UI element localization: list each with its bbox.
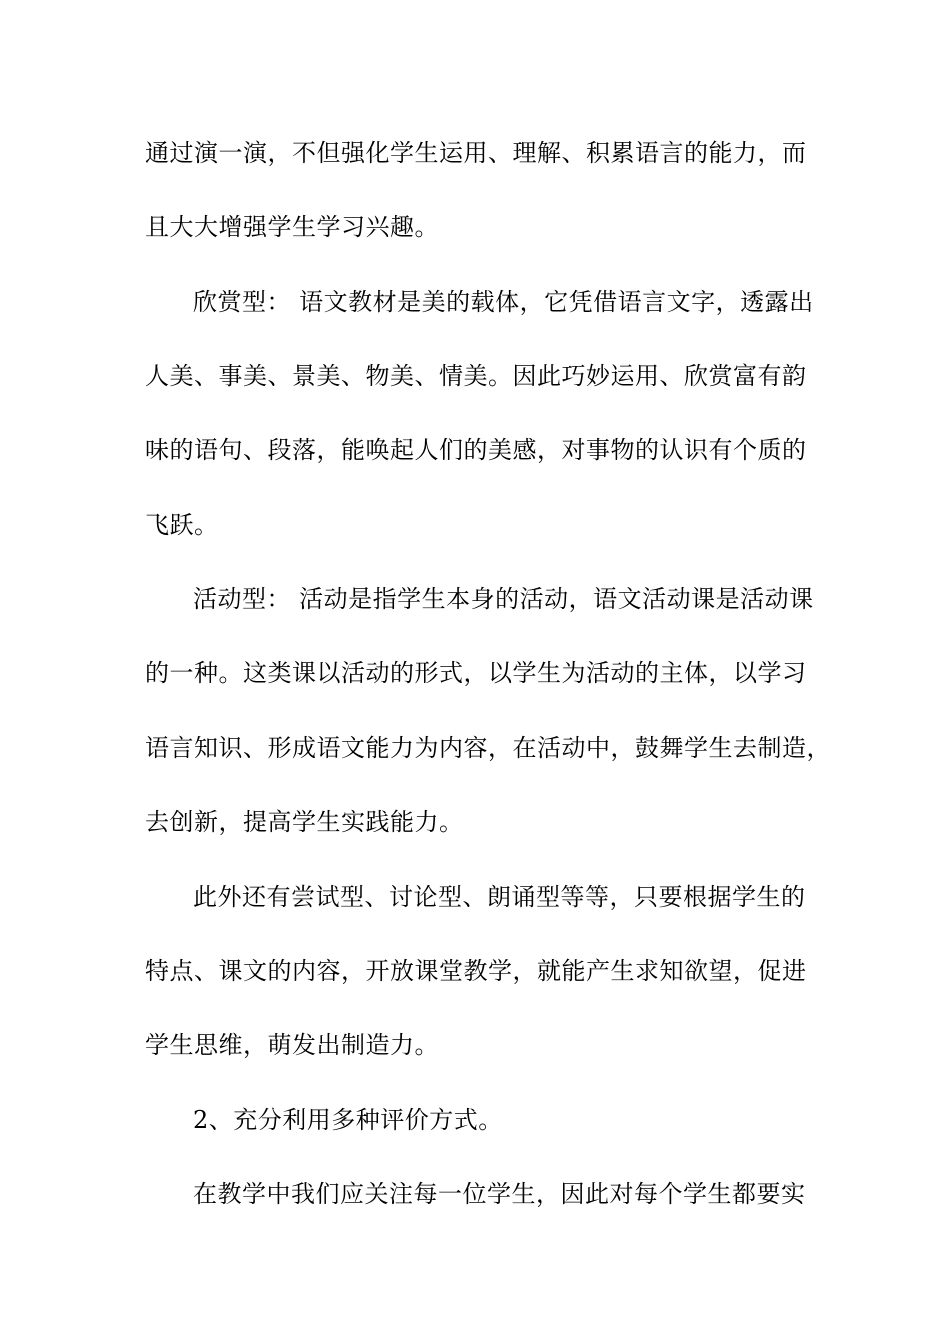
text-line: 语言知识、形成语文能力为内容，在活动中，鼓舞学生去制造， [145, 734, 831, 762]
text-line: 飞跃。 [145, 511, 219, 539]
text-line: 学生思维，萌发出制造力。 [145, 1031, 439, 1059]
paragraph-start-line: 欣赏型： 语文教材是美的载体，它凭借语言文字，透露出 [193, 288, 814, 316]
text-line: 通过演一演，不但强化学生运用、理解、积累语言的能力，而 [145, 139, 807, 167]
text-line: 去创新，提高学生实践能力。 [145, 808, 464, 836]
text-line: 且大大增强学生学习兴趣。 [145, 213, 439, 241]
paragraph-start-line: 活动型： 活动是指学生本身的活动，语文活动课是活动课 [193, 585, 814, 613]
text-line: 味的语句、段落，能唤起人们的美感，对事物的认识有个质的 [145, 436, 807, 464]
paragraph-start-line: 在教学中我们应关注每一位学生，因此对每个学生都要实 [193, 1180, 806, 1208]
section-heading: 2、充分利用多种评价方式。 [193, 1106, 503, 1134]
text-line: 的一种。这类课以活动的形式，以学生为活动的主体，以学习 [145, 659, 807, 687]
text-line: 人美、事美、景美、物美、情美。因此巧妙运用、欣赏富有韵 [145, 362, 807, 390]
paragraph-start-line: 此外还有尝试型、讨论型、朗诵型等等，只要根据学生的 [193, 883, 806, 911]
text-line: 特点、课文的内容，开放课堂教学，就能产生求知欲望，促进 [145, 957, 807, 985]
